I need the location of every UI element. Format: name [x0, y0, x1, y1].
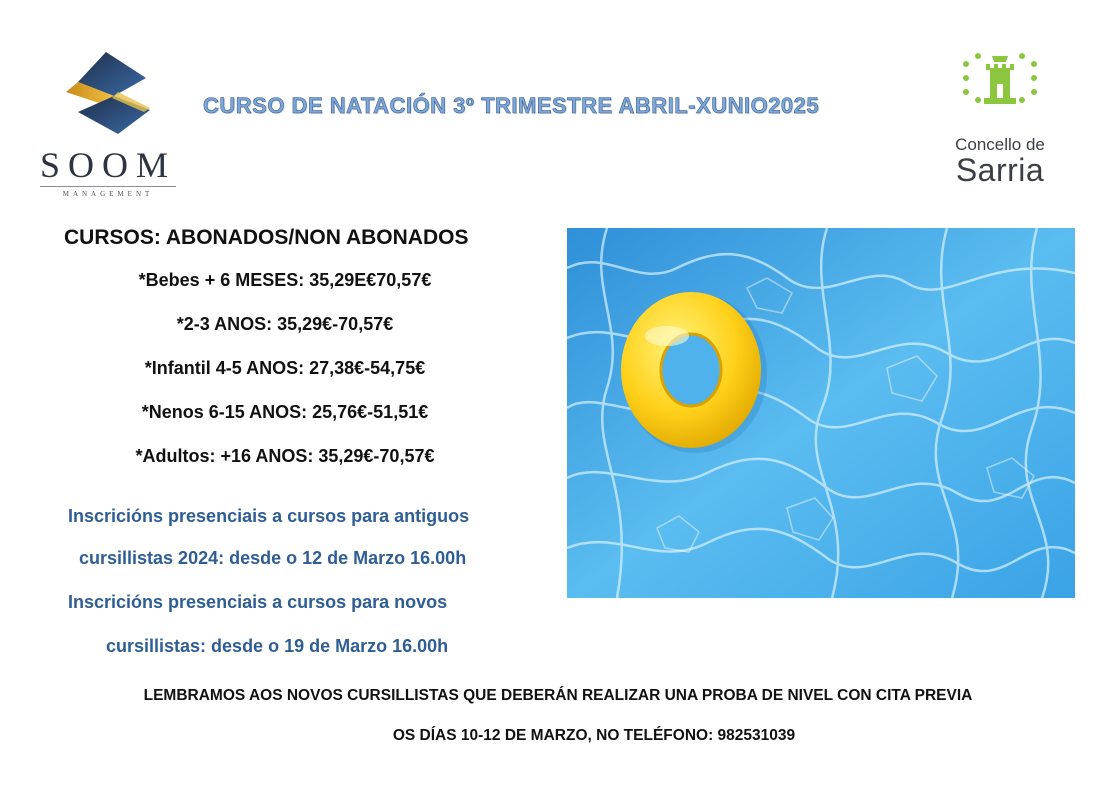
course-item-nenos: *Nenos 6-15 ANOS: 25,76€-51,51€ [141, 402, 429, 422]
soom-subtitle: MANAGEMENT [62, 190, 154, 198]
sarria-concello-text: Concello de [955, 135, 1045, 154]
courses-heading: CURSOS: ABONADOS/NON ABONADOS [64, 226, 469, 249]
pool-water-graphic [567, 228, 1075, 598]
course-list [40, 258, 530, 478]
course-item-bebes: *Bebes + 6 MESES: 35,29E€70,57€ [138, 270, 432, 290]
notice-line1: LEMBRAMOS AOS NOVOS CURSILLISTAS QUE DEBERÁN REALIZAR UNA PROBA DE NIVEL CON CITA PREVIA [143, 687, 973, 704]
castle-emblem-icon [958, 50, 1042, 112]
soom-divider [40, 186, 176, 187]
notice-line2: OS DÍAS 10-12 DE MARZO, NO TELÉFONO: 982531039 [392, 727, 796, 744]
sarria-logo [940, 50, 1060, 190]
registration-new-line2: cursillistas: desde o 19 de Marzo 16.00h [106, 636, 449, 656]
registration-old-line2: cursillistas 2024: desde o 12 de Marzo 16.00h [79, 548, 467, 568]
registration-new-line1: Inscricións presenciais a cursos para novos [68, 592, 448, 612]
course-item-infantil: *Infantil 4-5 ANOS: 27,38€-54,75€ [144, 358, 426, 378]
course-item-adultos: *Adultos: +16 ANOS: 35,29€-70,57€ [135, 446, 435, 466]
pool-image [567, 228, 1075, 598]
registration-old-line1: Inscricións presenciais a cursos para antiguos [68, 506, 470, 526]
course-item-2-3: *2-3 ANOS: 35,29€-70,57€ [176, 314, 394, 334]
soom-logo [28, 48, 188, 198]
sarria-name-text: Sarria [955, 152, 1045, 188]
soom-logo-mark-icon [58, 48, 158, 140]
courses-section [60, 226, 530, 478]
page-title: CURSO DE NATACIÓN 3º TRIMESTRE ABRIL-XUNIO2025 [203, 93, 820, 118]
soom-wordmark: SOOM [39, 145, 177, 185]
